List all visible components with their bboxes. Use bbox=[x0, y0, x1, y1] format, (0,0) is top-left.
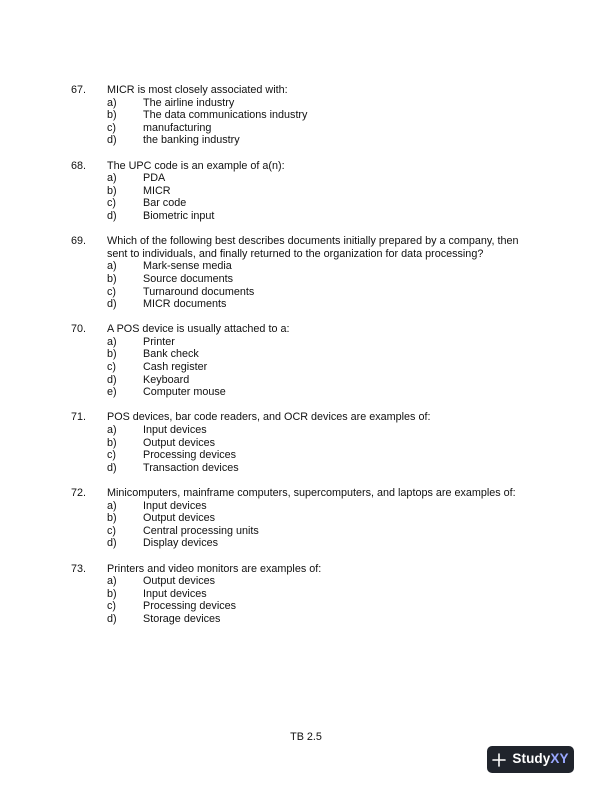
option-letter: e) bbox=[107, 386, 117, 399]
option-letter: d) bbox=[107, 134, 117, 147]
option-c bbox=[71, 525, 531, 538]
option-text: the banking industry bbox=[143, 134, 240, 147]
option-letter: d) bbox=[107, 373, 117, 386]
option-letter: d) bbox=[107, 209, 117, 222]
option-text: Central processing units bbox=[143, 524, 259, 537]
option-letter: b) bbox=[107, 436, 117, 449]
option-letter: d) bbox=[107, 298, 117, 311]
option-text: MICR documents bbox=[143, 298, 227, 311]
option-letter: b) bbox=[107, 348, 117, 361]
question-number: 67. bbox=[71, 84, 87, 96]
option-a bbox=[71, 424, 531, 437]
option-text: Output devices bbox=[143, 436, 216, 449]
option-text: Bar code bbox=[143, 197, 187, 210]
option-text: Turnaround documents bbox=[143, 285, 255, 298]
option-d bbox=[71, 210, 531, 223]
option-d bbox=[71, 613, 531, 626]
option-text: Input devices bbox=[143, 424, 207, 437]
option-b bbox=[71, 185, 531, 198]
brand-main: Study bbox=[512, 751, 551, 767]
option-text: Display devices bbox=[143, 537, 219, 550]
option-a bbox=[71, 172, 531, 185]
option-b bbox=[71, 437, 531, 450]
option-text: MICR bbox=[143, 184, 171, 197]
option-letter: a) bbox=[107, 424, 117, 437]
option-letter: a) bbox=[107, 499, 117, 512]
studyxy-badge[interactable] bbox=[487, 746, 574, 773]
option-text: Input devices bbox=[143, 587, 207, 600]
question-stem: A POS device is usually attached to a: bbox=[107, 323, 290, 336]
option-letter: c) bbox=[107, 197, 116, 210]
option-e bbox=[71, 386, 531, 399]
option-c bbox=[71, 449, 531, 462]
option-text: Cash register bbox=[143, 361, 208, 374]
option-a bbox=[71, 500, 531, 513]
option-b bbox=[71, 273, 531, 286]
option-letter: a) bbox=[107, 335, 117, 348]
option-letter: c) bbox=[107, 449, 116, 462]
option-a bbox=[71, 575, 531, 588]
option-letter: c) bbox=[107, 524, 116, 537]
option-b bbox=[71, 512, 531, 525]
option-letter: a) bbox=[107, 172, 117, 185]
option-d bbox=[71, 298, 531, 311]
option-b bbox=[71, 109, 531, 122]
option-letter: a) bbox=[107, 96, 117, 109]
option-d bbox=[71, 134, 531, 147]
option-a bbox=[71, 336, 531, 349]
option-text: Printer bbox=[143, 335, 175, 348]
option-text: The airline industry bbox=[143, 96, 235, 109]
option-text: Storage devices bbox=[143, 612, 221, 625]
option-text: Processing devices bbox=[143, 449, 237, 462]
question-69 bbox=[71, 235, 531, 311]
question-70 bbox=[71, 323, 531, 399]
option-letter: a) bbox=[107, 260, 117, 273]
option-letter: b) bbox=[107, 184, 117, 197]
option-text: Input devices bbox=[143, 499, 207, 512]
question-68 bbox=[71, 160, 531, 223]
option-letter: d) bbox=[107, 537, 117, 550]
option-text: Bank check bbox=[143, 348, 199, 361]
option-text: Output devices bbox=[143, 512, 216, 525]
option-text: Processing devices bbox=[143, 600, 237, 613]
option-letter: b) bbox=[107, 272, 117, 285]
option-letter: b) bbox=[107, 512, 117, 525]
question-72 bbox=[71, 487, 531, 550]
question-number: 72. bbox=[71, 487, 87, 499]
question-stem: POS devices, bar code readers, and OCR devices are examples of: bbox=[107, 411, 431, 424]
brand-name bbox=[512, 753, 568, 766]
option-text: Keyboard bbox=[143, 373, 190, 386]
option-text: PDA bbox=[143, 172, 166, 185]
option-a bbox=[71, 97, 531, 110]
option-text: manufacturing bbox=[143, 121, 212, 134]
option-text: Biometric input bbox=[143, 209, 215, 222]
option-b bbox=[71, 588, 531, 601]
option-a bbox=[71, 260, 531, 273]
option-letter: c) bbox=[107, 285, 116, 298]
option-text: Transaction devices bbox=[143, 461, 239, 474]
option-letter: d) bbox=[107, 612, 117, 625]
question-stem: Which of the following best describes documents initially prepared by a company, then sent to individuals, and finally returned to the organization for data processing? bbox=[107, 235, 519, 260]
question-number: 70. bbox=[71, 323, 87, 336]
option-letter: b) bbox=[107, 109, 117, 122]
page-number: TB 2.5 bbox=[290, 731, 322, 743]
option-c bbox=[71, 286, 531, 299]
question-stem: The UPC code is an example of a(n): bbox=[107, 159, 285, 172]
question-number: 71. bbox=[71, 411, 87, 424]
option-d bbox=[71, 537, 531, 550]
question-stem: MICR is most closely associated with: bbox=[107, 84, 288, 96]
option-letter: c) bbox=[107, 121, 116, 134]
option-letter: d) bbox=[107, 461, 117, 474]
question-list bbox=[71, 84, 531, 638]
option-text: Mark-sense media bbox=[143, 260, 232, 273]
question-number: 69. bbox=[71, 235, 87, 248]
option-letter: a) bbox=[107, 575, 117, 588]
option-text: Output devices bbox=[143, 575, 216, 588]
option-c bbox=[71, 361, 531, 374]
option-text: Source documents bbox=[143, 272, 234, 285]
brand-accent: XY bbox=[550, 751, 569, 767]
option-c bbox=[71, 197, 531, 210]
question-stem: Printers and video monitors are examples of: bbox=[107, 562, 322, 575]
question-number: 73. bbox=[71, 562, 87, 575]
question-73 bbox=[71, 563, 531, 626]
option-letter: c) bbox=[107, 600, 116, 613]
question-stem: Minicomputers, mainframe computers, supercomputers, and laptops are examples of: bbox=[107, 487, 516, 499]
plus-icon bbox=[492, 753, 506, 767]
option-d bbox=[71, 374, 531, 387]
question-67 bbox=[71, 84, 531, 147]
option-c bbox=[71, 122, 531, 135]
option-text: The data communications industry bbox=[143, 109, 308, 122]
option-letter: c) bbox=[107, 361, 116, 374]
question-71 bbox=[71, 411, 531, 474]
option-b bbox=[71, 348, 531, 361]
option-d bbox=[71, 462, 531, 475]
option-c bbox=[71, 600, 531, 613]
question-number: 68. bbox=[71, 159, 87, 172]
option-letter: b) bbox=[107, 587, 117, 600]
option-text: Computer mouse bbox=[143, 386, 226, 399]
